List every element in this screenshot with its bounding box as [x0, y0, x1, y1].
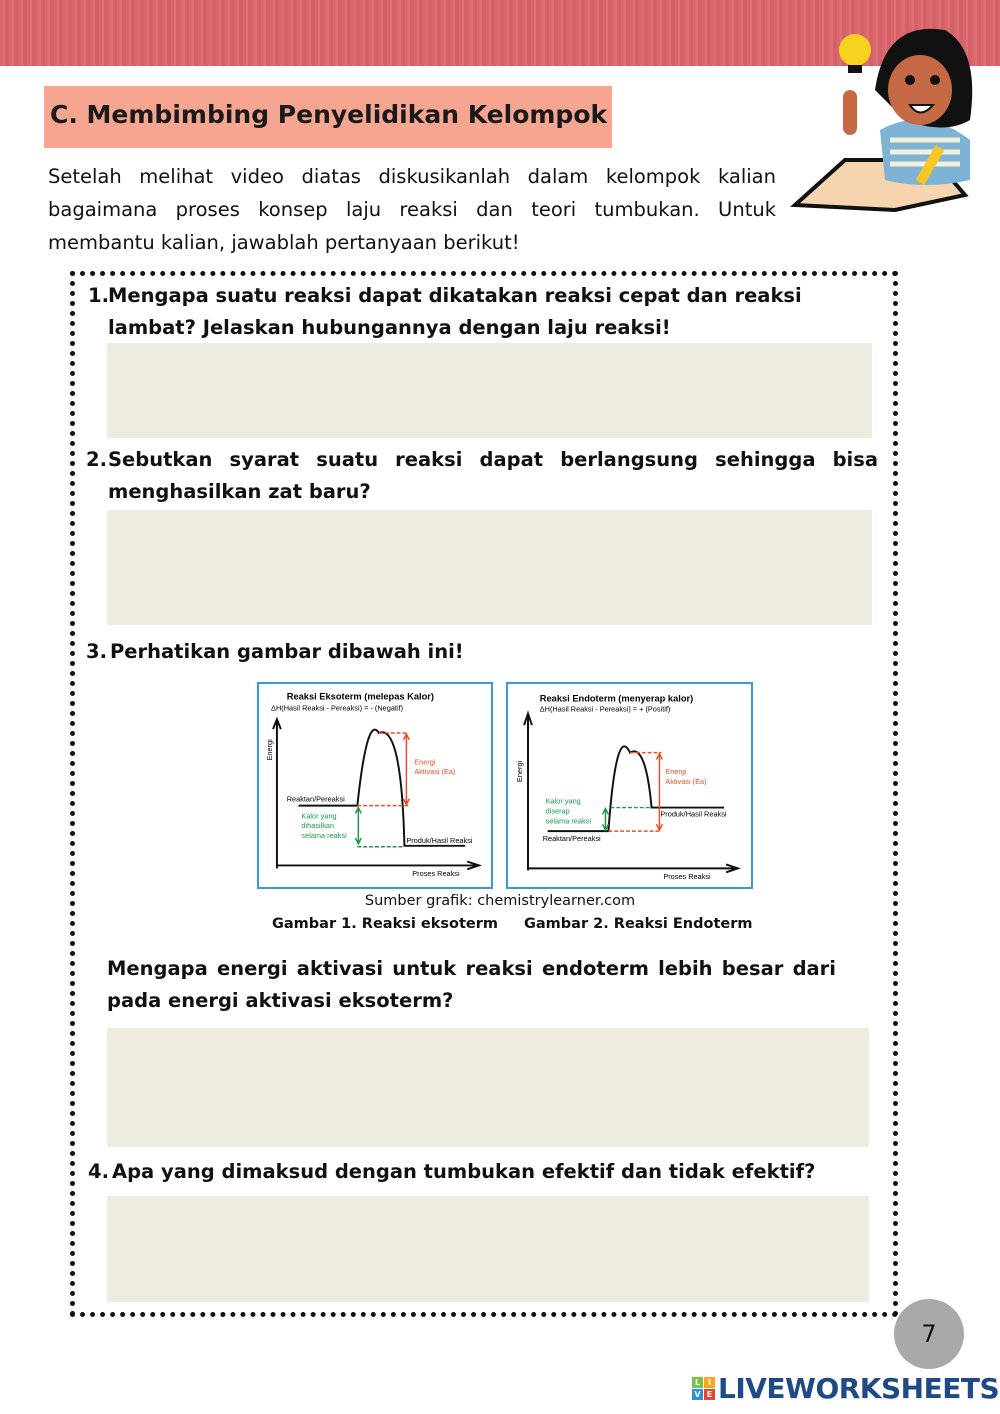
diagram-subtitle: ΔH(Hasil Reaksi - Pereaksi) = - (Negatif)	[271, 703, 404, 713]
student-illustration	[785, 10, 985, 215]
answer-2-input[interactable]	[107, 510, 872, 625]
product-label: Produk/Hasil Reaksi	[660, 809, 727, 819]
logo-text: LIVEWORKSHEETS	[718, 1372, 1000, 1405]
question-3	[86, 636, 464, 668]
heat-label: selama reaksi	[545, 816, 591, 826]
ea-label: Aktivasi (Ea)	[414, 767, 456, 777]
answer-4-input[interactable]	[107, 1196, 869, 1302]
heat-label: Kalor yang	[545, 796, 581, 806]
figure-source: Sumber grafik: chemistrylearner.com	[364, 893, 636, 909]
question-text: Perhatikan gambar dibawah ini!	[110, 640, 464, 663]
question-number: 1.	[88, 284, 109, 307]
section-title: C. Membimbing Penyelidikan Kelompok	[44, 86, 612, 148]
question-1	[88, 280, 878, 344]
question-text: Mengapa suatu reaksi dapat dikatakan reaksi cepat dan reaksi lambat? Jelaskan hubungannya dengan laju reaksi!	[108, 284, 802, 339]
x-axis-label: Proses Reaksi	[412, 869, 460, 879]
ea-label: Energi	[414, 757, 436, 767]
endotherm-diagram	[506, 682, 753, 889]
y-axis-label: Energi	[515, 760, 525, 783]
exotherm-diagram	[257, 682, 493, 889]
answer-3-input[interactable]	[107, 1028, 869, 1147]
liveworksheets-logo	[692, 1372, 999, 1405]
intro-paragraph: Setelah melihat video diatas diskusikanlah dalam kelompok kalian bagaimana proses konsep laju reaksi dan teori tumbukan. Untuk membantu kalian, jawablah pertanyaan berikut!	[48, 165, 776, 254]
diagram-subtitle: ΔH(Hasil Reaksi - Pereaksi) = + (Positif)	[539, 704, 671, 714]
page-number: 7	[894, 1299, 964, 1369]
diagram-title: Reaksi Endoterm (menyerap kalor)	[539, 693, 694, 704]
reactant-label: Reaktan/Pereaksi	[286, 794, 345, 804]
question-text: Sebutkan syarat suatu reaksi dapat berlangsung sehingga bisa menghasilkan zat baru?	[108, 448, 878, 503]
question-3-followup: Mengapa energi aktivasi untuk reaksi endoterm lebih besar dari pada energi aktivasi eksoterm?	[107, 957, 836, 1012]
heat-label: selama reaksi	[301, 830, 347, 840]
question-number: 3.	[86, 640, 107, 663]
figure-1-caption: Gambar 1. Reaksi eksoterm	[272, 916, 498, 932]
product-label: Produk/Hasil Reaksi	[406, 835, 473, 845]
question-4	[88, 1156, 815, 1188]
heat-label: diserap	[545, 806, 570, 816]
answer-1-input[interactable]	[107, 343, 872, 438]
question-text: Apa yang dimaksud dengan tumbukan efektif dan tidak efektif?	[112, 1160, 816, 1183]
question-number: 4.	[88, 1160, 109, 1183]
figure-2-caption: Gambar 2. Reaksi Endoterm	[524, 916, 753, 932]
ea-label: Aktivasi (Ea)	[665, 777, 707, 787]
ea-label: Energi	[665, 767, 687, 777]
reactant-label: Reaktan/Pereaksi	[542, 833, 601, 843]
question-number: 2.	[86, 448, 107, 471]
heat-label: Kalor yang	[301, 811, 337, 821]
y-axis-label: Energi	[265, 739, 275, 761]
x-axis-label: Proses Reaksi	[663, 872, 711, 882]
heat-label: dihasilkan	[301, 821, 335, 831]
question-2	[86, 444, 878, 508]
logo-icon: L I V E	[692, 1377, 715, 1400]
diagram-title: Reaksi Eksoterm (melepas Kalor)	[286, 691, 435, 702]
